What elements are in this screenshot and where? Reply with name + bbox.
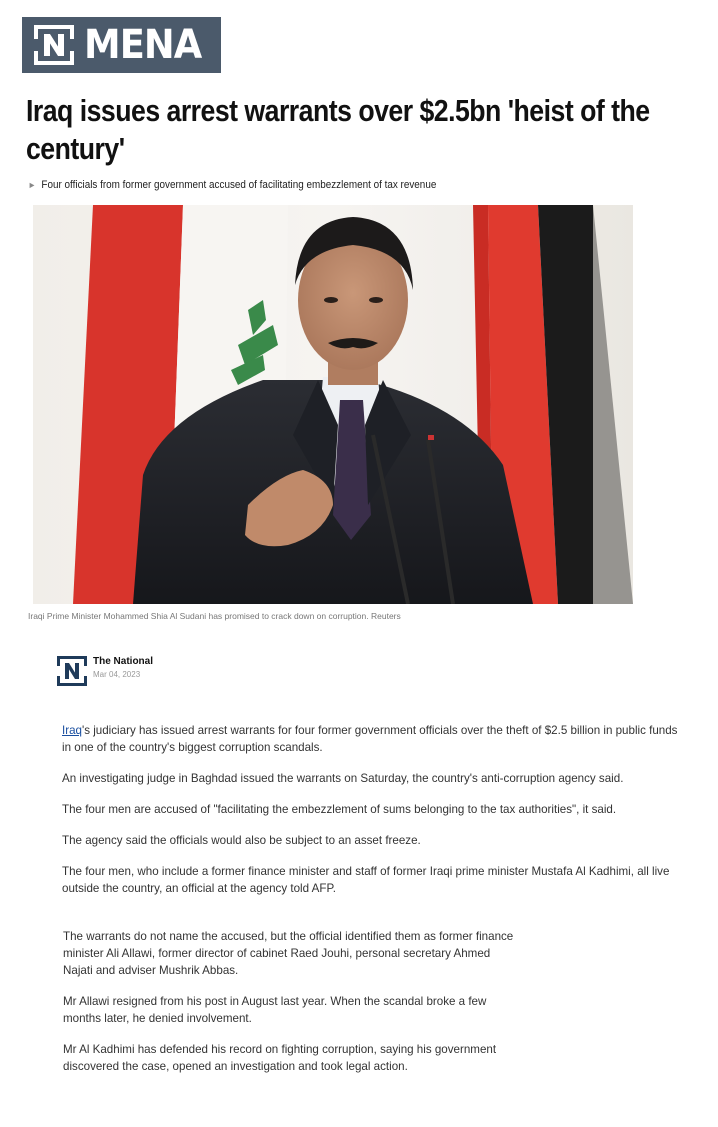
article-subhead — [28, 179, 436, 191]
article-headline: Iraq issues arrest warrants over $2.5bn 'heist of the century' — [26, 93, 650, 166]
paragraph: An investigating judge in Baghdad issued the warrants on Saturday, the country's anti-corruption agency said. — [62, 772, 624, 785]
author-block — [57, 656, 153, 686]
iraq-link[interactable]: Iraq — [62, 724, 82, 737]
site-logo[interactable] — [22, 17, 221, 73]
author-name[interactable]: The National — [93, 656, 154, 667]
triangle-right-icon: ► — [28, 180, 37, 190]
paragraph — [62, 722, 682, 756]
paragraph-text: 's judiciary has issued arrest warrants for four former government officials over the theft of $2.5 billion in public funds in one of the country's biggest corruption scandals. — [62, 724, 678, 754]
logo-text: MENA — [84, 22, 202, 68]
article-body-continued — [63, 928, 523, 1089]
article-body — [62, 722, 682, 911]
paragraph: The warrants do not name the accused, but the official identified them as former finance minister Ali Allawi, former director of cabinet Raed Jouhi, personal secretary Ahmed Najati and adviser Mushrik Abbas. — [63, 930, 514, 977]
paragraph: Mr Al Kadhimi has defended his record on fighting corruption, saying his government discovered the case, opened an investigation and took legal action. — [63, 1043, 497, 1073]
the-national-logo-icon — [57, 656, 87, 686]
article-photo — [33, 205, 633, 604]
publish-date: Mar 04, 2023 — [93, 670, 141, 679]
paragraph: The four men, who include a former finance minister and staff of former Iraqi prime minister Mustafa Al Kadhimi, all live outside the country, an official at the agency told AFP. — [62, 865, 670, 895]
paragraph: The four men are accused of "facilitating the embezzlement of sums belonging to the tax authorities", it said. — [62, 803, 617, 816]
paragraph: Mr Allawi resigned from his post in August last year. When the scandal broke a few months later, he denied involvement. — [63, 995, 487, 1025]
paragraph: The agency said the officials would also be subject to an asset freeze. — [62, 834, 421, 847]
photo-caption: Iraqi Prime Minister Mohammed Shia Al Sudani has promised to crack down on corruption. Reuters — [28, 611, 401, 621]
subhead-text: Four officials from former government accused of facilitating embezzlement of tax revenue — [41, 179, 437, 191]
logo-n-icon — [34, 25, 74, 65]
